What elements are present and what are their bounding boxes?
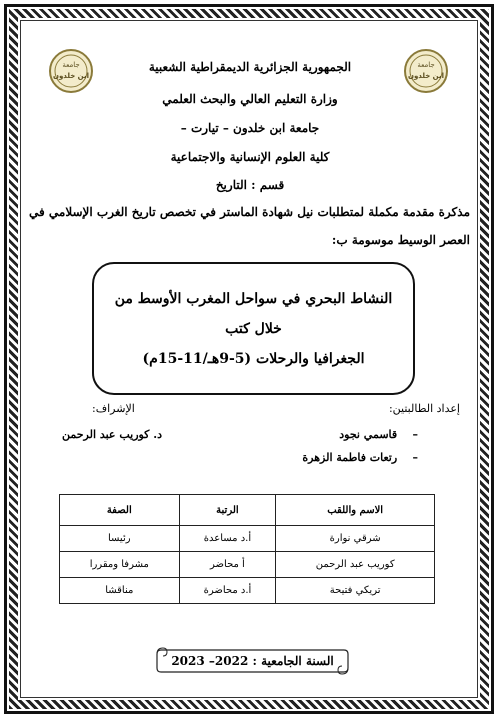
jury-header-rank: الرتبة (179, 495, 276, 526)
jury-table-header-row (60, 495, 435, 526)
academic-year-banner (155, 646, 350, 676)
student-name-2: – رتعات فاطمة الزهرة (302, 451, 418, 464)
jury-member-rank: أ.د محاضرة (179, 578, 276, 604)
student-name-1: – قاسمي نجود (339, 428, 418, 441)
svg-text:جامعة: جامعة (62, 61, 80, 69)
jury-table (59, 494, 435, 604)
jury-member-role: مشرفا ومقررا (60, 552, 180, 578)
jury-member-rank: أ محاضر (179, 552, 276, 578)
jury-member-role: رئيسا (60, 526, 180, 552)
republic-heading: الجمهورية الجزائرية الديمقراطية الشعبية (148, 60, 352, 74)
svg-text:ابن خلدون: ابن خلدون (407, 72, 445, 80)
memoir-title-line2: الجغرافيا والرحلات (5-9هـ/11-15م) (142, 350, 365, 367)
jury-member-name: كوريب عبد الرحمن (276, 552, 435, 578)
memoir-description-line1: مذكرة مقدمة مكملة لمتطلبات نيل شهادة الماستر في تخصص تاريخ الغرب الإسلامي في (28, 205, 470, 219)
department-heading: قسم : التاريخ (215, 178, 285, 192)
svg-text:جامعة: جامعة (417, 61, 435, 69)
academic-year: السنة الجامعية : 2022– 2023 (171, 654, 334, 668)
university-heading: جامعة ابن خلدون – تيارت – (180, 121, 320, 135)
memoir-title-line1: النشاط البحري في سواحل المغرب الأوسط من خلال كتب (114, 290, 393, 337)
supervision-label: الإشراف: (92, 402, 135, 415)
memoir-title-box (92, 262, 415, 395)
svg-text:ابن خلدون: ابن خلدون (52, 72, 90, 80)
students-label: إعداد الطالبتين: (388, 402, 460, 415)
jury-header-name: الاسم واللقب (276, 495, 435, 526)
table-row (60, 526, 435, 552)
jury-member-name: شرقي نوارة (276, 526, 435, 552)
memoir-description-line2: العصر الوسيط موسومة ب: (331, 233, 470, 247)
jury-member-rank: أ.د مساعدة (179, 526, 276, 552)
jury-header-role: الصفة (60, 495, 180, 526)
jury-member-role: مناقشا (60, 578, 180, 604)
ministry-heading: وزارة التعليم العالي والبحث العلمي (162, 92, 338, 106)
table-row (60, 578, 435, 604)
table-row (60, 552, 435, 578)
jury-member-name: تريكي فتيحة (276, 578, 435, 604)
supervisor-name: د. كوريب عبد الرحمن (62, 428, 162, 441)
faculty-heading: كلية العلوم الإنسانية والاجتماعية (170, 150, 330, 164)
